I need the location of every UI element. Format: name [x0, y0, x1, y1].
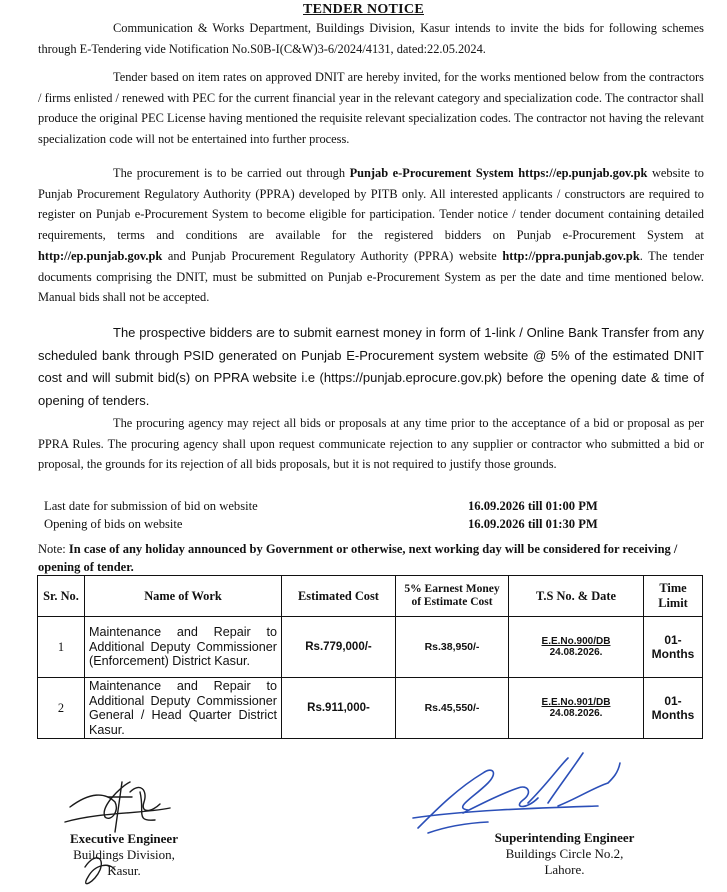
intro-paragraph: Communication & Works Department, Buildings Division, Kasur intends to invite the bids for following schemes through E-Tendering vide Notification No.S0B-I(C&W)3-6/2024/4131, dated:22.05.2024. — [38, 21, 704, 56]
cell-cost: Rs.779,000/- — [282, 617, 396, 678]
ts-date: 24.08.2026. — [549, 647, 603, 658]
superintending-engineer-title: Superintending Engineer — [494, 830, 635, 845]
note-label: Note: — [38, 542, 69, 556]
e-procurement-system-link[interactable]: Punjab e-Procurement System https://ep.punjab.gov.pk — [349, 166, 648, 180]
holiday-note — [38, 540, 706, 576]
executive-engineer-division: Buildings Division, — [73, 847, 175, 862]
executive-engineer-title: Executive Engineer — [70, 831, 178, 846]
table-row — [38, 617, 703, 678]
eligibility-paragraph: Tender based on item rates on approved DNIT are hereby invited, for the works mentioned below from the contractors / firms enlisted / renewed with PEC for the current financial year in the relevant category and specialization code. The contractor shall produce the original PEC License having mentioned the requisite relevant specialization codes. The contractor not having the relevant specialization code will not be entertained into further process. — [38, 70, 704, 147]
works-table — [37, 575, 703, 739]
header-earnest-money: 5% Earnest Money of Estimate Cost — [396, 576, 509, 617]
cell-ts — [509, 678, 644, 739]
last-date-label: Last date for submission of bid on website — [44, 499, 258, 513]
ts-number: E.E.No.900/DB — [541, 636, 611, 647]
cell-cost: Rs.911,000- — [282, 678, 396, 739]
procurement-text-e: and Punjab Procurement Regulatory Authority (PPRA) website — [162, 248, 503, 263]
header-sr-no: Sr. No. — [38, 576, 85, 617]
superintending-engineer-city: Lahore. — [544, 862, 585, 877]
ppra-punjab-link[interactable]: http://ppra.punjab.gov.pk — [502, 248, 640, 263]
procurement-text-c: website to Punjab Procurement Regulatory Authority (PPRA) developed by PITB only. All interested applicants / constructors are required to register on Punjab e-Procurement System to become eligible for participation. Tender notice / tender document containing detailed requirements, terms and conditions are available for the registered bidders on Punjab e-Procurement System at — [38, 166, 704, 243]
ts-number: E.E.No.901/DB — [541, 697, 611, 708]
procurement-text-a: The procurement is to be carried out through — [113, 166, 350, 180]
cell-sr: 2 — [38, 678, 85, 739]
earnest-money-paragraph: The prospective bidders are to submit earnest money in form of 1-link / Online Bank Transfer from any scheduled bank through PSID generated on Punjab E-Procurement system website @ 5% of the estimated DNIT cost and will submit bid(s) on PPRA website i.e (https://punjab.eprocure.gov.pk) before the opening date & time of opening of tenders. — [38, 325, 704, 408]
cell-work: Maintenance and Repair to Additional Deputy Commissioner General / Head Quarter District Kasur. — [85, 678, 282, 739]
header-time-limit: Time Limit — [644, 576, 703, 617]
opening-date-label: Opening of bids on website — [44, 517, 183, 531]
superintending-engineer-signature-icon — [408, 748, 638, 838]
cell-ts — [509, 617, 644, 678]
cell-sr: 1 — [38, 617, 85, 678]
table-header-row — [38, 576, 703, 617]
note-text: In case of any holiday announced by Government or otherwise, next working day will be considered for receiving / opening of tender. — [38, 542, 678, 574]
cell-time-limit: 01-Months — [644, 678, 703, 739]
header-name-of-work: Name of Work — [85, 576, 282, 617]
executive-engineer-block — [58, 831, 190, 879]
cell-earnest: Rs.38,950/- — [396, 617, 509, 678]
last-date-value: 16.09.2026 till 01:00 PM — [468, 499, 598, 513]
header-ts-no-date: T.S No. & Date — [509, 576, 644, 617]
executive-engineer-city: Kasur. — [107, 863, 141, 878]
rejection-paragraph: The procuring agency may reject all bids or proposals at any time prior to the acceptance of a bid or proposal as per PPRA Rules. The procuring agency shall upon request communicate rejection to any supplier or contractor who submitted a bid or proposal, the grounds for its rejection of all bids proposals, but it is not required to justify those grounds. — [38, 416, 704, 472]
opening-date-value: 16.09.2026 till 01:30 PM — [468, 517, 598, 531]
ep-punjab-link[interactable]: http://ep.punjab.gov.pk — [38, 248, 163, 263]
table-row — [38, 678, 703, 739]
superintending-engineer-circle: Buildings Circle No.2, — [505, 846, 624, 861]
cell-earnest: Rs.45,550/- — [396, 678, 509, 739]
cell-work: Maintenance and Repair to Additional Deputy Commissioner (Enforcement) District Kasur. — [85, 617, 282, 678]
procurement-paragraph — [38, 163, 704, 308]
page-title: TENDER NOTICE — [303, 2, 424, 17]
superintending-engineer-block — [472, 830, 657, 878]
ts-date: 24.08.2026. — [549, 708, 603, 719]
header-estimated-cost: Estimated Cost — [282, 576, 396, 617]
cell-time-limit: 01-Months — [644, 617, 703, 678]
procurement-text-g: . The tender documents comprising the DNIT, must be submitted on Punjab e-Procurement System as per the date and time mentioned below. Manual bids shall not be accepted. — [38, 248, 704, 305]
